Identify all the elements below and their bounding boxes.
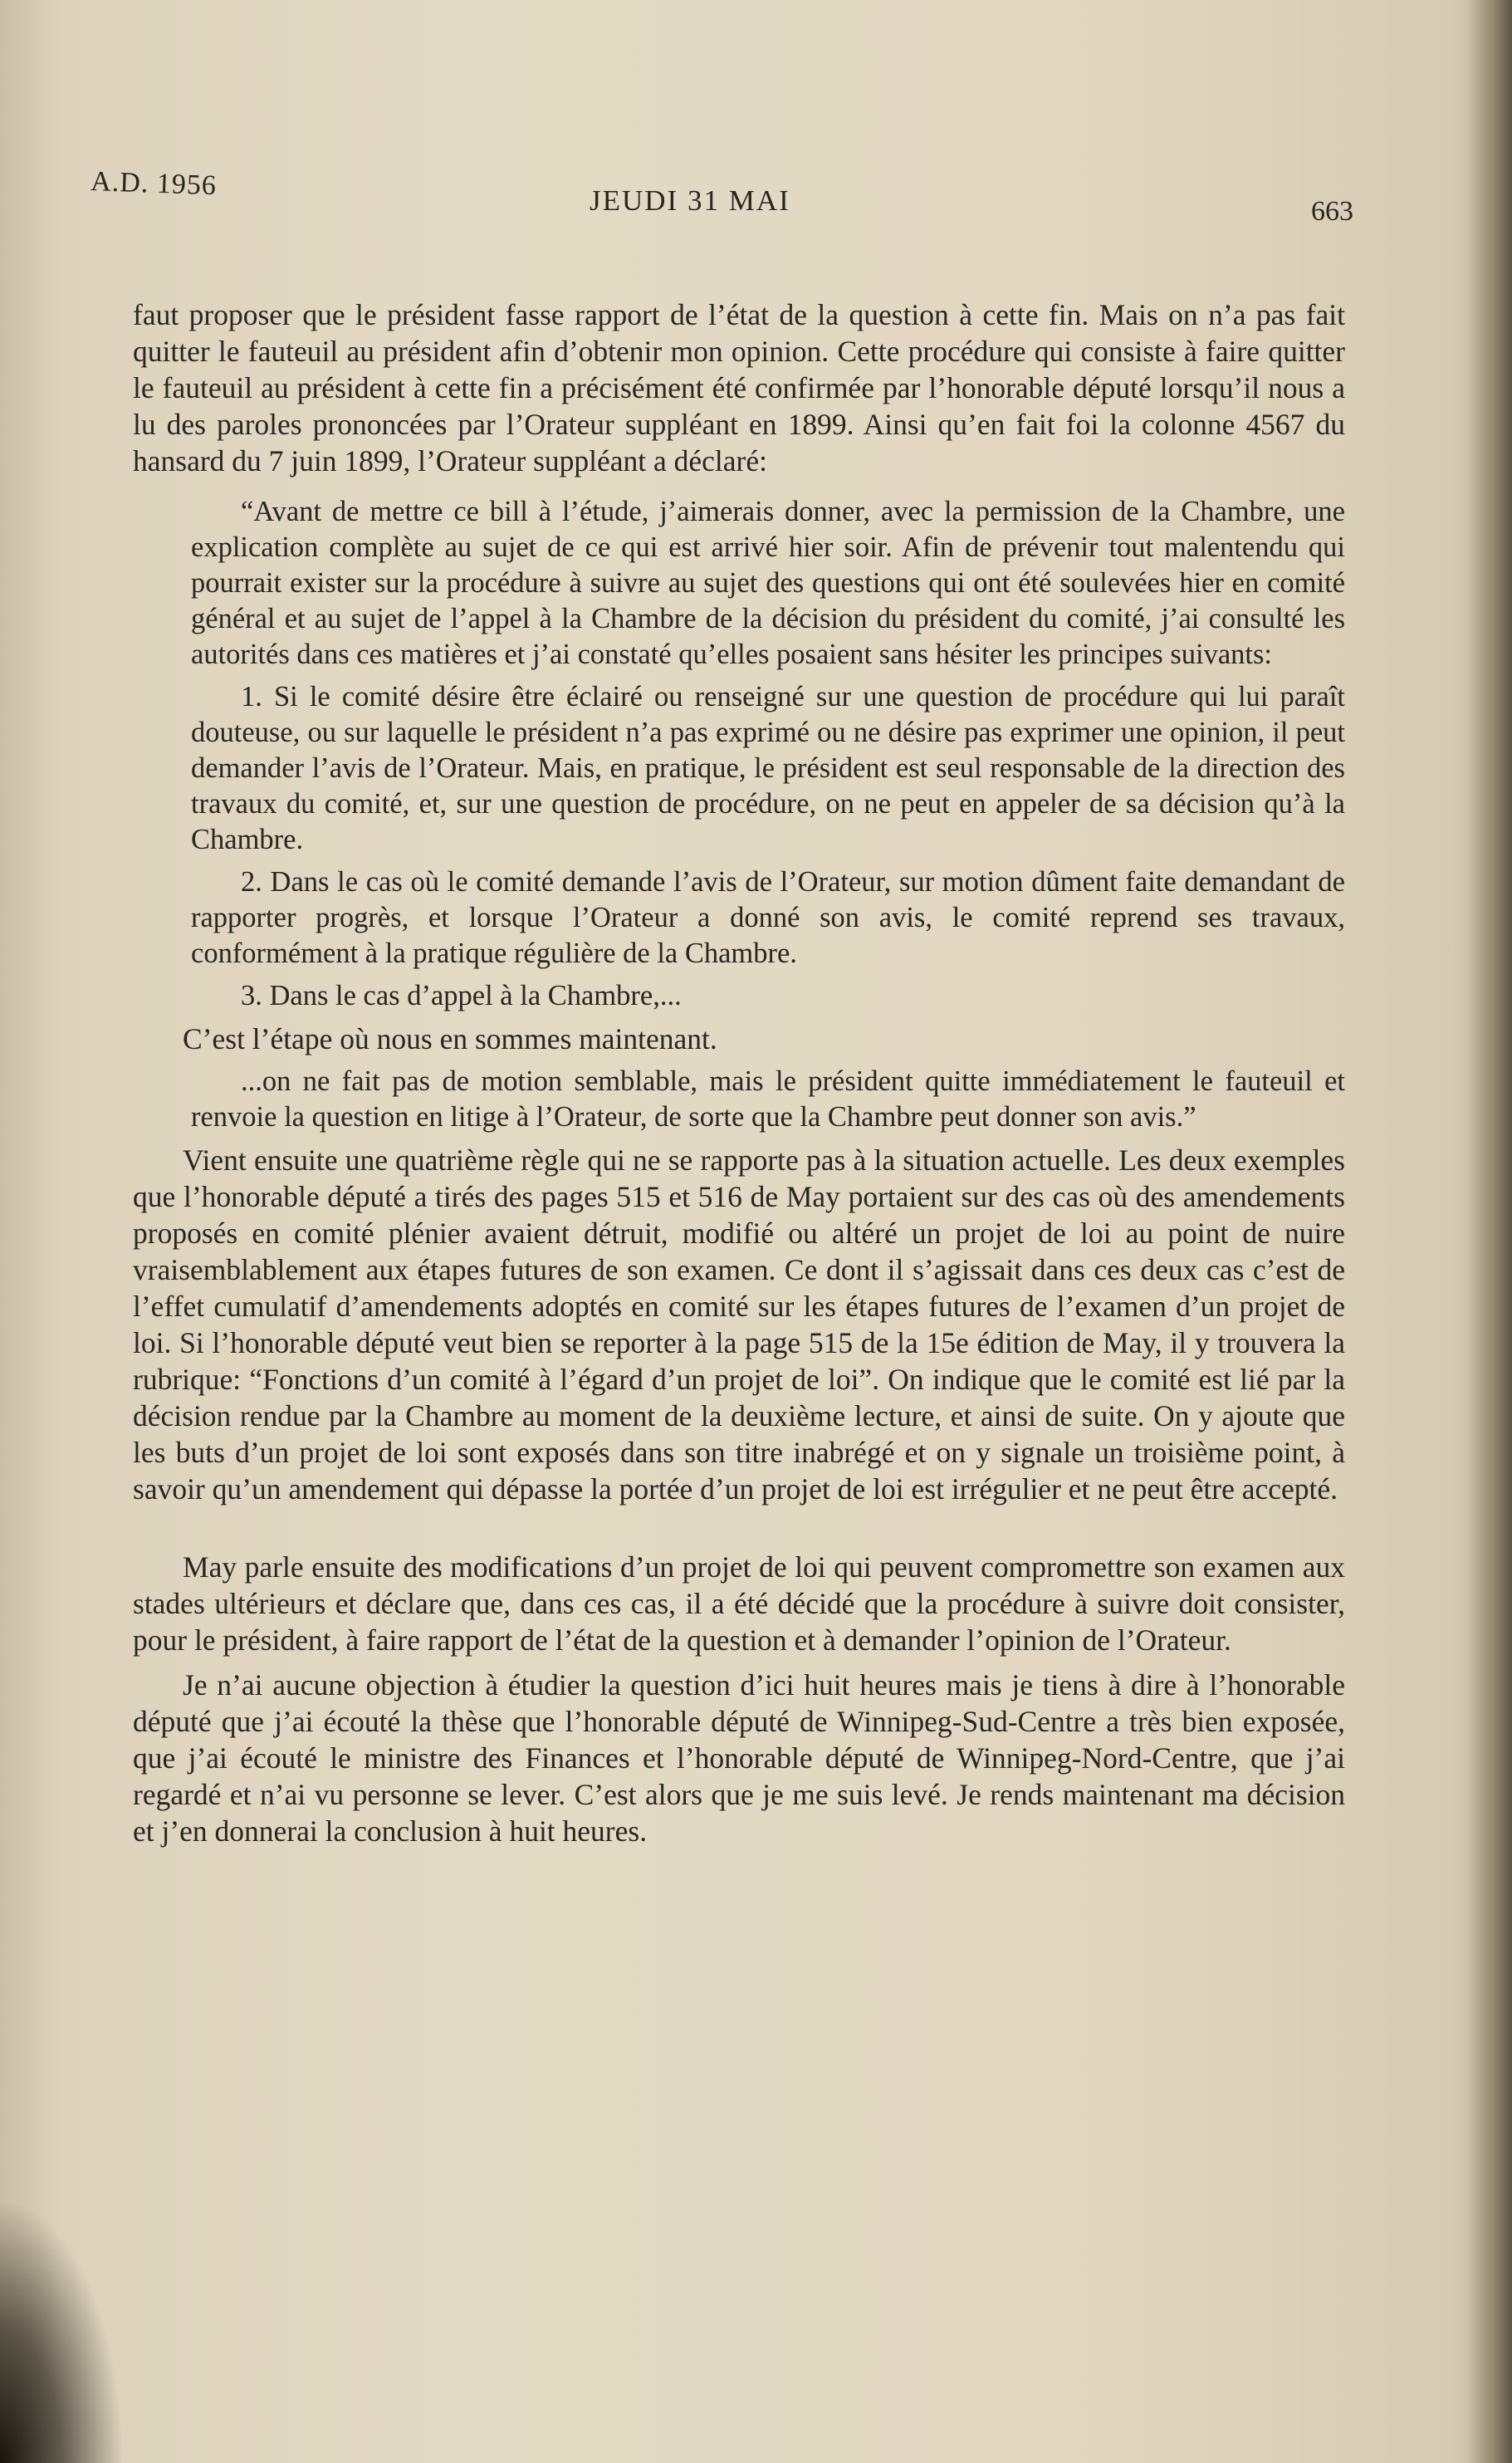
page-number: 663: [1311, 196, 1353, 227]
binding-shadow: [1466, 0, 1512, 2463]
paragraph: faut proposer que le président fasse rapport de l’état de la question à cette fin. Mais on n’a pas fait quitter le fauteuil au président afin d’obtenir mon opinion. Cette procédure qui consiste à faire quitter le fauteuil au président à cette fin a précisément été confirmée par l’honorable député lorsqu’il nous a lu des paroles prononcées par l’Orateur suppléant en 1899. Ainsi qu’en fait foi la colonne 4567 du hansard du 7 juin 1899, l’Orateur suppléant a déclaré:: [133, 298, 1345, 477]
quoted-rule-3: 3. Dans le cas d’appel à la Chambre,...: [241, 980, 682, 1011]
quoted-rule-2: 2. Dans le cas où le comité demande l’avis de l’Orateur, sur motion dûment faite demandant de rapporter progrès, et lorsque l’Orateur a donné son avis, le comité reprend ses travaux, conformément à la pratique régulière de la Chambre.: [191, 866, 1345, 969]
paragraph: May parle ensuite des modifications d’un projet de loi qui peuvent compromettre son examen aux stades ultérieurs et déclare que, dans ces cas, il a été décidé que la procédure à suivre doit consister, pour le président, à faire rapport de l’état de la question et à demander l’opinion de l’Orateur.: [133, 1550, 1345, 1657]
quoted-passage: “Avant de mettre ce bill à l’étude, j’aimerais donner, avec la permission de la Chambre, une explication complète au sujet de ce qui est arrivé hier soir. Afin de prévenir tout malentendu qui pourrait exister sur la procédure à suivre au sujet des questions qui ont été soulevées hier en comité général et au sujet de l’appel à la Chambre de la décision du président du comité, j’ai consulté les autorités dans ces matières et j’ai constaté qu’elles posaient sans hésiter les principes suivants:: [191, 496, 1345, 670]
paragraph: C’est l’étape où nous en sommes maintenant.: [183, 1022, 717, 1055]
quoted-passage-end: ...on ne fait pas de motion semblable, mais le président quitte immédiatement le fauteuil et renvoie la question en litige à l’Orateur, de sorte que la Chambre peut donner son avis.”: [191, 1065, 1345, 1133]
running-header: [90, 166, 1353, 227]
spacer: [133, 1516, 1345, 1549]
header-year: A.D. 1956: [90, 166, 218, 202]
paragraph: Je n’ai aucune objection à étudier la question d’ici huit heures mais je tiens à dire à l’honorable député que j’ai écouté la thèse que l’honorable député de Winnipeg-Sud-Centre a très bien exposée, que j’ai écouté le ministre des Finances et l’honorable député de Winnipeg-Nord-Centre, que j’ai regardé et n’ai vu personne se lever. C’est alors que je me suis levé. Je rends maintenant ma décision et j’en donnerai la conclusion à huit heures.: [133, 1668, 1345, 1848]
header-date-title: JEUDI 31 MAI: [590, 184, 790, 217]
quoted-rule-1: 1. Si le comité désire être éclairé ou renseigné sur une question de procédure qui lui paraît douteuse, ou sur laquelle le président n’a pas exprimé ou ne désire pas exprimer une opinion, il peut demander l’avis de l’Orateur. Mais, en pratique, le président est seul responsable de la direction des travaux du comité, et, sur une question de procédure, on ne peut en appeler de sa décision qu’à la Chambre.: [191, 681, 1345, 855]
corner-shadow: [0, 2197, 125, 2463]
paragraph: Vient ensuite une quatrième règle qui ne se rapporte pas à la situation actuelle. Les deux exemples que l’honorable député a tirés des pages 515 et 516 de May portaient sur des cas où des amendements proposés en comité plénier avaient détruit, modifié ou altéré un projet de loi au point de nuire vraisemblablement aux étapes futures de son examen. Ce dont il s’agissait dans ces deux cas c’est de l’effet cumulatif d’amendements adoptés en comité sur les étapes futures de l’examen d’un projet de loi. Si l’honorable député veut bien se reporter à la page 515 de la 15e édition de May, il y trouvera la rubrique: “Fonctions d’un comité à l’égard d’un projet de loi”. On indique que le comité est lié par la décision rendue par la Chambre au moment de la deuxième lecture, et ainsi de suite. On y ajoute que les buts d’un projet de loi sont exposés dans son titre inabrégé et on y signale un troisième point, à savoir qu’un amendement qui dépasse la portée d’un projet de loi est irrégulier et ne peut être accepté.: [133, 1143, 1345, 1506]
body-text: [133, 286, 1345, 1858]
